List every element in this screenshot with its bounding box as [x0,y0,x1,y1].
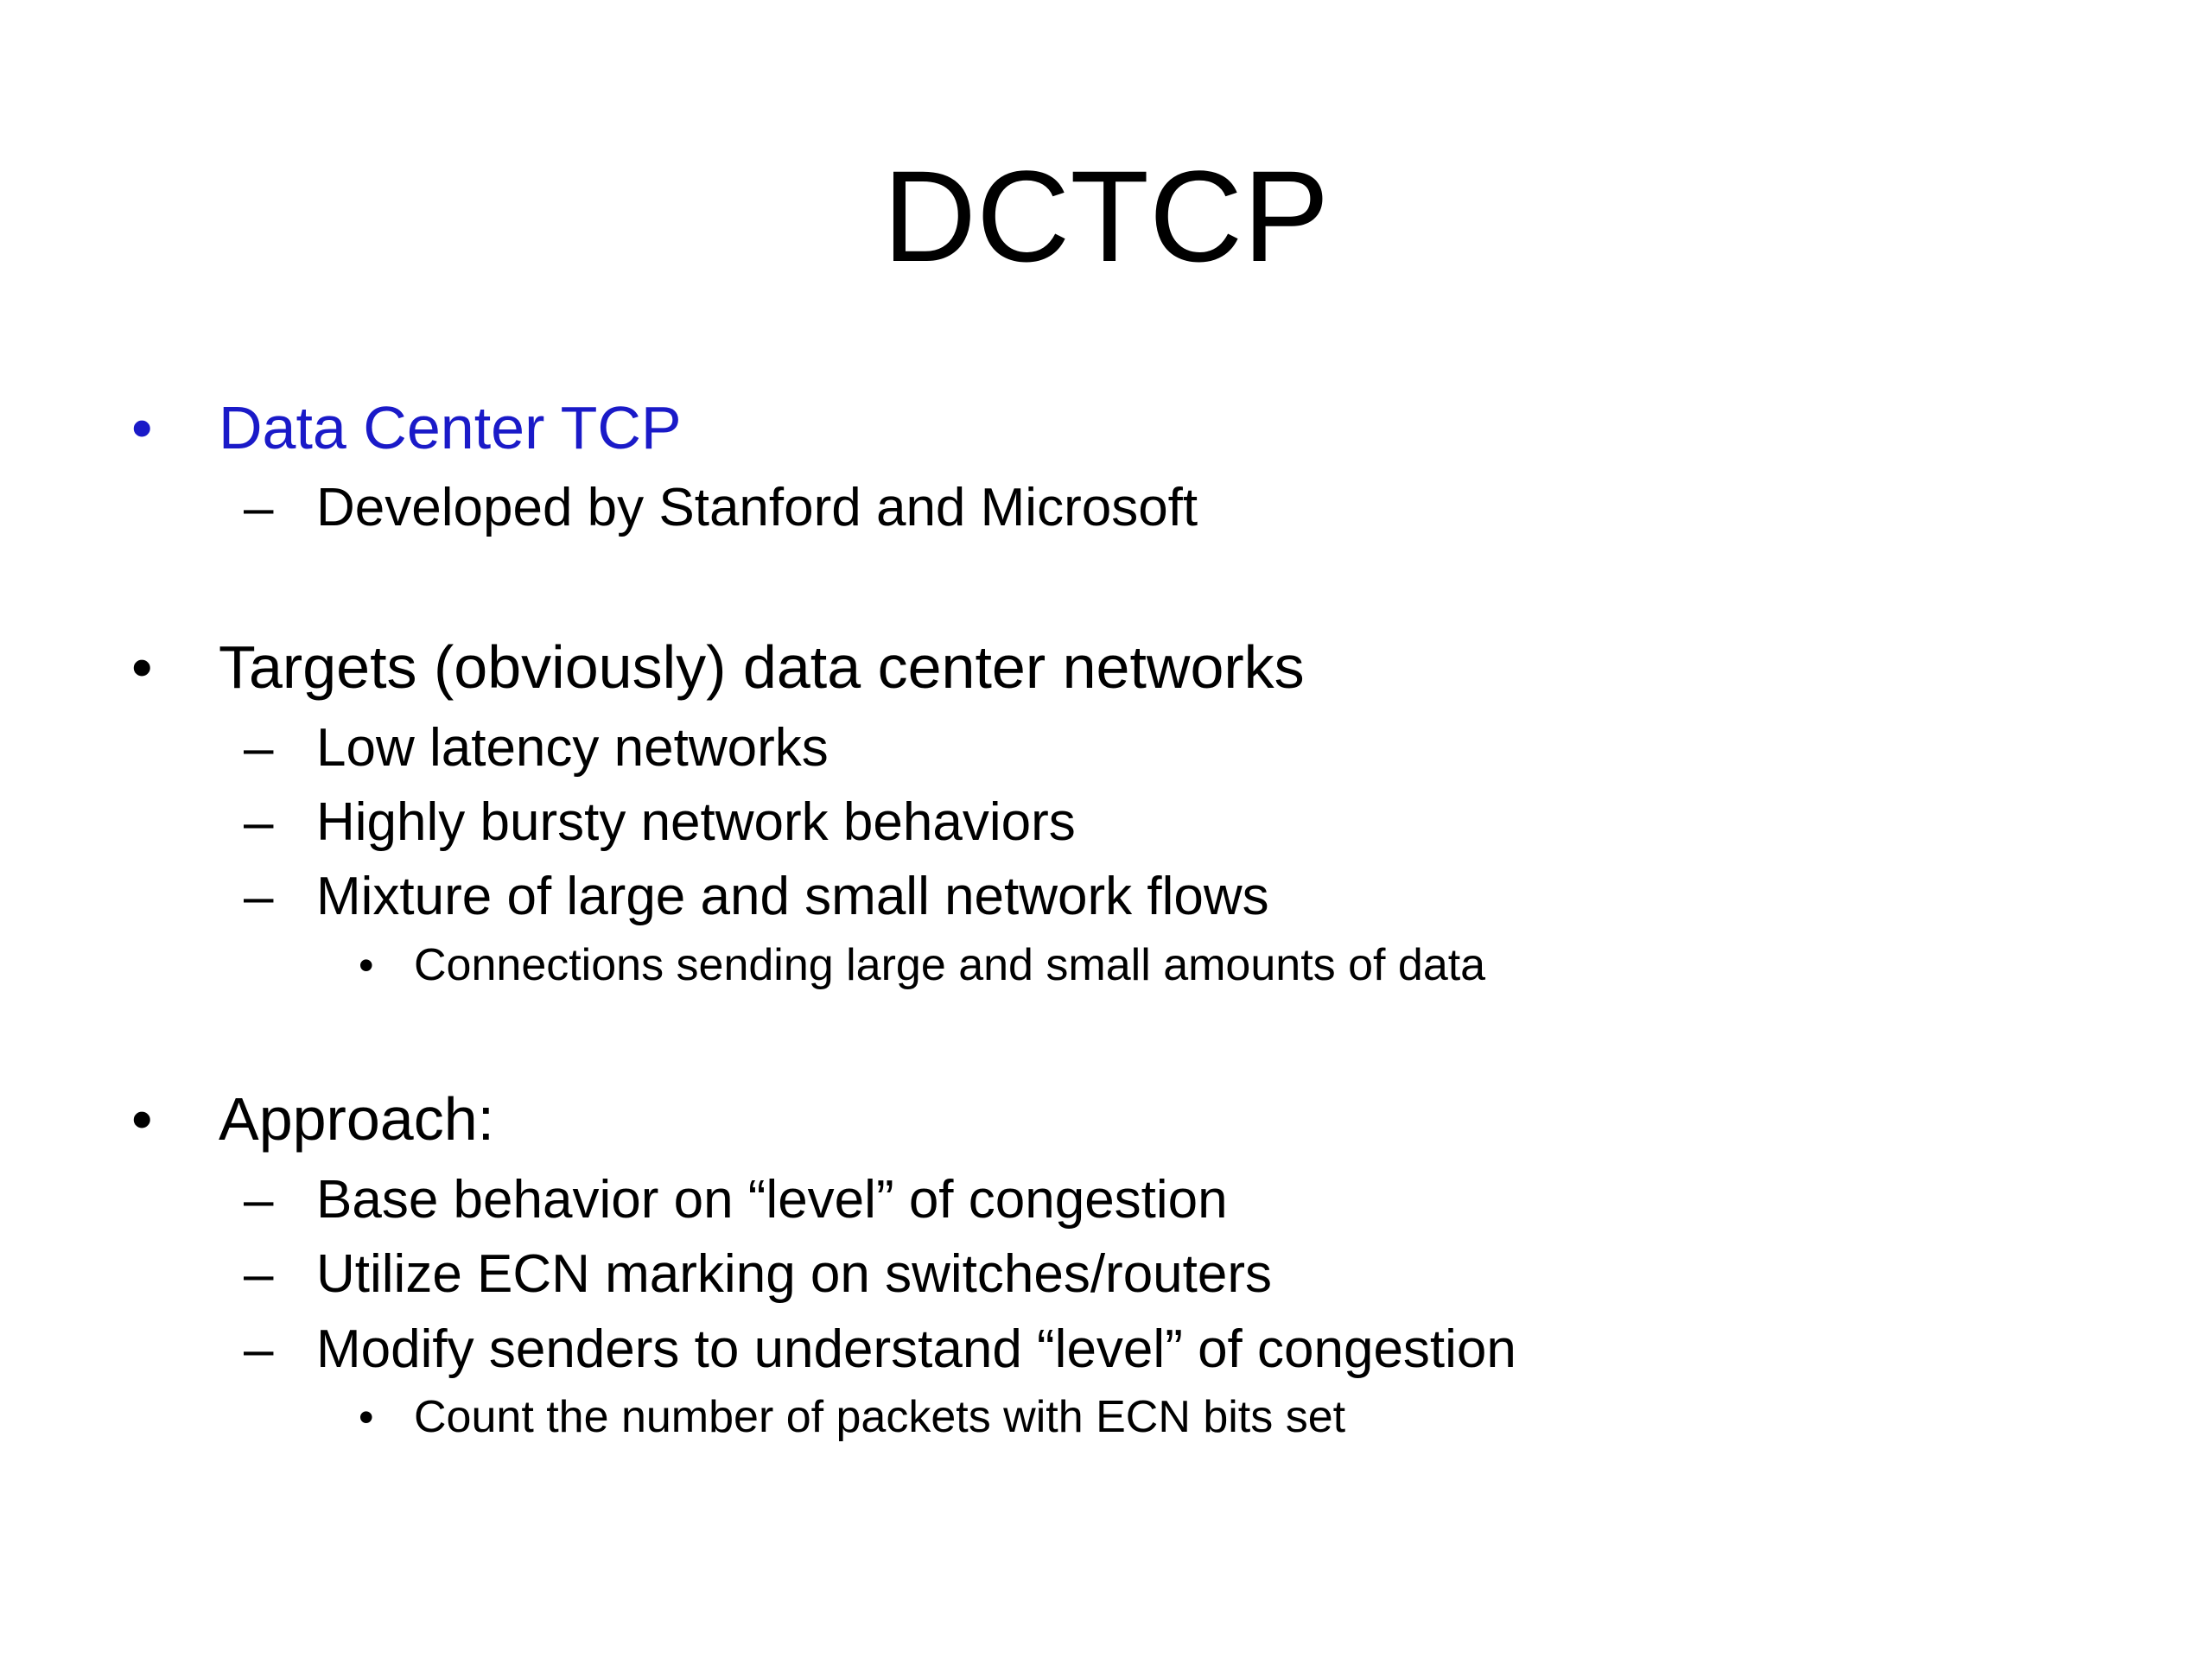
small-bullet-marker: • [359,1393,374,1441]
small-bullet-marker: • [359,941,374,989]
sub-item-text: Utilize ECN marking on switches/routers [316,1244,1273,1304]
dash-marker: – [244,867,274,926]
bullet-text: Data Center TCP [219,394,682,461]
sub-item-text: Base behavior on “level” of congestion [316,1170,1228,1230]
dash-marker: – [244,1244,274,1304]
sub-sub-item-text: Count the number of packets with ECN bits set [414,1392,1346,1442]
bullet-text: Approach: [219,1085,495,1153]
sub-item-text: Mixture of large and small network flows [316,867,1269,926]
dash-marker: – [244,792,274,852]
sub-item-text: Highly bursty network behaviors [316,792,1076,852]
slide-title: DCTCP [882,143,1330,289]
bullet-marker: • [131,633,153,701]
dash-marker: – [244,1319,274,1379]
sub-item-text: Developed by Stanford and Microsoft [316,478,1198,537]
dash-marker: – [244,478,274,537]
sub-item-text: Low latency networks [316,718,829,778]
dash-marker: – [244,718,274,778]
dash-marker: – [244,1170,274,1230]
sub-item-text: Modify senders to understand “level” of congestion [316,1319,1516,1379]
bullet-text: Targets (obviously) data center networks [219,633,1305,701]
sub-sub-item-text: Connections sending large and small amounts of data [414,940,1486,990]
bullet-marker: • [131,1085,153,1153]
bullet-marker: • [131,394,153,461]
